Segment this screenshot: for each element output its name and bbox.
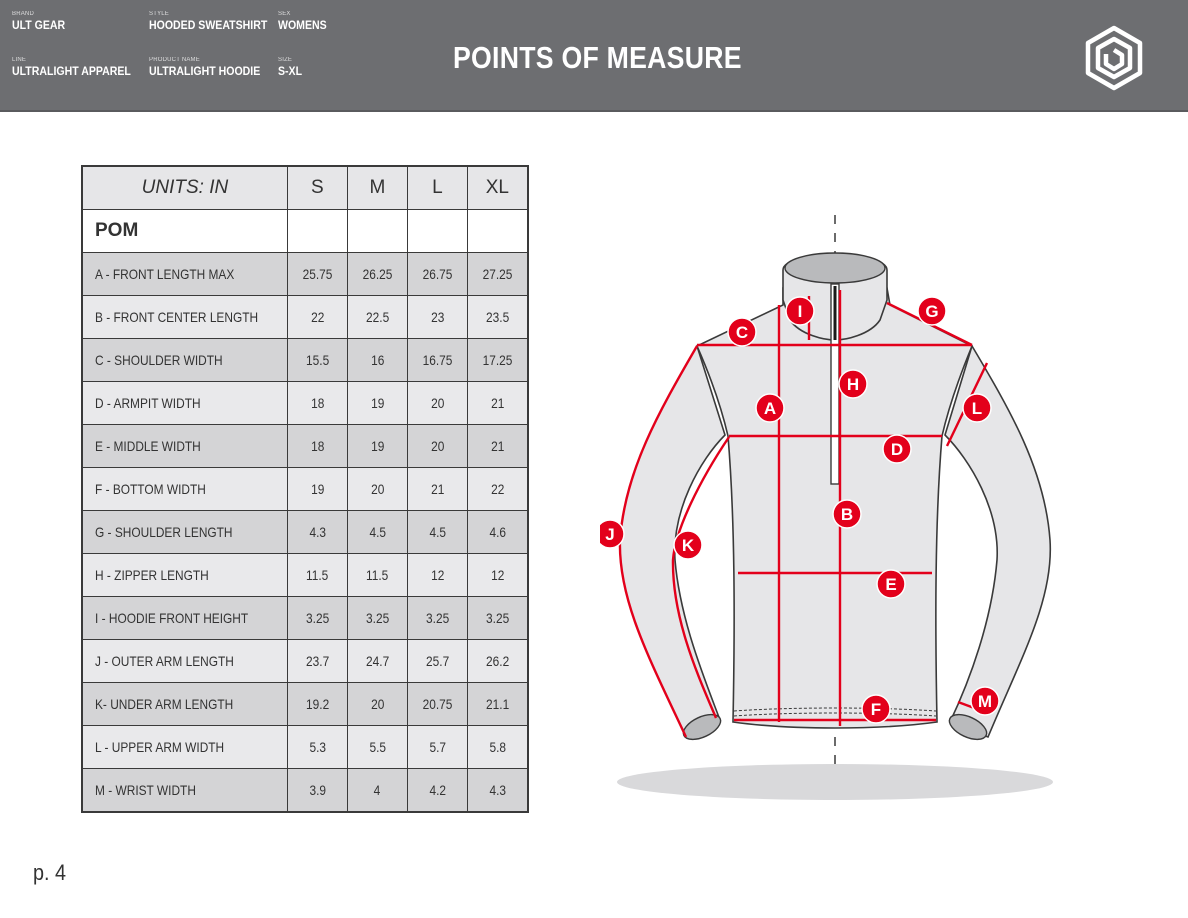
measure-value xyxy=(287,425,347,468)
measure-value xyxy=(347,554,407,597)
measure-value-text: 18 xyxy=(310,438,324,454)
marker-label-d: D xyxy=(890,440,904,459)
measure-value-text: 11.5 xyxy=(366,567,389,583)
measure-value-text: 20 xyxy=(370,696,384,712)
measure-value xyxy=(407,554,467,597)
page-number: p. 4 xyxy=(33,860,67,885)
measure-value-text: 27.25 xyxy=(482,266,513,282)
measure-value-text: 19 xyxy=(370,395,384,411)
table-row xyxy=(82,382,528,425)
measure-value-text: 25.7 xyxy=(425,653,449,669)
table-row xyxy=(82,296,528,339)
measure-name xyxy=(82,296,287,339)
measure-value xyxy=(347,253,407,296)
measure-name xyxy=(82,511,287,554)
table-row xyxy=(82,511,528,554)
style-label: STYLE xyxy=(149,11,170,17)
marker-label-e: E xyxy=(885,575,897,594)
collar-opening xyxy=(785,253,885,283)
measure-value xyxy=(407,683,467,726)
measure-value-text: 4.5 xyxy=(429,524,446,540)
ground-shadow xyxy=(617,764,1053,800)
measure-value xyxy=(407,597,467,640)
measure-value xyxy=(467,683,528,726)
measure-value xyxy=(467,425,528,468)
measure-value xyxy=(407,726,467,769)
measure-value xyxy=(467,726,528,769)
measure-value-text: 3.25 xyxy=(365,610,389,626)
measure-value-text: 3.25 xyxy=(305,610,329,626)
line-value: ULTRALIGHT APPAREL xyxy=(12,64,131,78)
measure-value xyxy=(467,511,528,554)
measure-name-text: A - FRONT LENGTH MAX xyxy=(95,266,235,282)
measure-value-text: 20 xyxy=(430,395,444,411)
measure-value xyxy=(467,468,528,511)
size-field xyxy=(278,57,305,78)
measure-value xyxy=(347,683,407,726)
measure-value-text: 24.7 xyxy=(365,653,389,669)
sex-value: WOMENS xyxy=(278,18,327,32)
marker-label-g: G xyxy=(925,302,939,321)
line-label: LINE xyxy=(12,57,27,63)
measure-value-text: 4.5 xyxy=(369,524,386,540)
product-field xyxy=(149,57,275,78)
measure-value-text: 25.75 xyxy=(302,266,333,282)
marker-label-c: C xyxy=(735,323,749,342)
marker-label-h: H xyxy=(846,375,860,394)
measure-value-text: 22 xyxy=(310,309,324,325)
measure-value-text: 23.7 xyxy=(305,653,329,669)
header-bar xyxy=(0,0,1188,112)
table-row xyxy=(82,253,528,296)
units-header: UNITS: IN xyxy=(82,166,287,210)
measure-value-text: 20 xyxy=(370,481,384,497)
table-row xyxy=(82,726,528,769)
marker-label-l: L xyxy=(971,399,983,418)
size-label: SIZE xyxy=(278,57,293,63)
measure-value-text: 12 xyxy=(490,567,504,583)
measure-value xyxy=(407,382,467,425)
measure-value-text: 16 xyxy=(370,352,384,368)
table-header-row xyxy=(82,166,528,210)
size-header-l: L xyxy=(407,166,467,210)
measure-value-text: 18 xyxy=(310,395,324,411)
measure-value xyxy=(347,726,407,769)
measure-value xyxy=(407,425,467,468)
measure-name xyxy=(82,726,287,769)
measure-value-text: 17.25 xyxy=(482,352,513,368)
measure-value-text: 4.3 xyxy=(489,782,506,798)
measure-value-text: 4 xyxy=(374,782,381,798)
measure-name-text: I - HOODIE FRONT HEIGHT xyxy=(95,610,249,626)
measure-value xyxy=(407,640,467,683)
measure-value xyxy=(347,640,407,683)
table-row xyxy=(82,339,528,382)
measure-value-text: 22 xyxy=(490,481,504,497)
table-row xyxy=(82,468,528,511)
measure-name-text: C - SHOULDER WIDTH xyxy=(95,352,223,368)
size-value: S-XL xyxy=(278,64,303,78)
measure-value xyxy=(467,296,528,339)
page-title: POINTS OF MEASURE xyxy=(453,40,742,75)
measure-value-text: 26.2 xyxy=(485,653,509,669)
measure-name xyxy=(82,554,287,597)
measure-value-text: 21 xyxy=(430,481,444,497)
measure-name-text: D - ARMPIT WIDTH xyxy=(95,395,201,411)
measure-value xyxy=(287,726,347,769)
measure-value-text: 21 xyxy=(490,395,504,411)
measure-value-text: 23 xyxy=(430,309,444,325)
measure-value xyxy=(467,640,528,683)
style-field xyxy=(149,11,283,32)
measure-value xyxy=(287,296,347,339)
measure-value-text: 19 xyxy=(310,481,324,497)
measure-value xyxy=(287,683,347,726)
hoodie-diagram xyxy=(600,200,1070,810)
measure-value xyxy=(287,253,347,296)
measure-value xyxy=(407,253,467,296)
measure-value xyxy=(467,554,528,597)
measure-value-text: 26.75 xyxy=(422,266,453,282)
measure-name-text: E - MIDDLE WIDTH xyxy=(95,438,201,454)
measure-value-text: 21.1 xyxy=(485,696,509,712)
marker-label-i: I xyxy=(797,302,803,321)
measure-value xyxy=(467,382,528,425)
sex-label: SEX xyxy=(278,11,291,17)
measure-name-text: B - FRONT CENTER LENGTH xyxy=(95,309,259,325)
measure-value-text: 11.5 xyxy=(306,567,329,583)
measure-value xyxy=(407,511,467,554)
measure-value-text: 20.75 xyxy=(422,696,453,712)
measure-value-text: 22.5 xyxy=(365,309,389,325)
measure-value-text: 5.7 xyxy=(429,739,446,755)
measure-name-text: M - WRIST WIDTH xyxy=(95,782,196,798)
table-row xyxy=(82,425,528,468)
brand-field xyxy=(12,11,72,32)
table-row xyxy=(82,640,528,683)
product-value: ULTRALIGHT HOODIE xyxy=(149,64,261,78)
measure-value-text: 12 xyxy=(430,567,444,583)
measure-value-text: 23.5 xyxy=(485,309,509,325)
measure-value-text: 4.2 xyxy=(429,782,446,798)
right-sleeve xyxy=(945,346,1050,737)
measure-value xyxy=(347,339,407,382)
line-field xyxy=(12,57,147,78)
measure-value xyxy=(467,253,528,296)
table-row xyxy=(82,683,528,726)
table-row xyxy=(82,554,528,597)
measure-value xyxy=(407,339,467,382)
measure-name xyxy=(82,425,287,468)
measure-name xyxy=(82,339,287,382)
measure-value xyxy=(347,382,407,425)
measure-value xyxy=(407,468,467,511)
measure-name-text: K- UNDER ARM LENGTH xyxy=(95,696,234,712)
measure-value-text: 21 xyxy=(490,438,504,454)
measure-name-text: L - UPPER ARM WIDTH xyxy=(95,739,225,755)
measure-value-text: 3.25 xyxy=(425,610,449,626)
hexagon-logo-icon xyxy=(1080,24,1148,92)
pom-label: POM xyxy=(82,210,287,253)
points-of-measure-table xyxy=(81,165,529,813)
measure-value xyxy=(347,511,407,554)
measure-value xyxy=(467,339,528,382)
measure-value xyxy=(407,296,467,339)
empty-cell xyxy=(347,210,407,253)
sex-field xyxy=(278,11,333,32)
measure-name xyxy=(82,597,287,640)
size-header-m: M xyxy=(347,166,407,210)
measure-value-text: 20 xyxy=(430,438,444,454)
measure-value xyxy=(287,468,347,511)
empty-cell xyxy=(407,210,467,253)
measure-value xyxy=(347,425,407,468)
measure-value-text: 4.6 xyxy=(489,524,506,540)
measure-value-text: 5.8 xyxy=(489,739,506,755)
measure-name xyxy=(82,683,287,726)
product-label: PRODUCT NAME xyxy=(149,57,200,63)
marker-label-a: A xyxy=(763,399,777,418)
measure-name xyxy=(82,468,287,511)
measure-name-text: F - BOTTOM WIDTH xyxy=(95,481,206,497)
left-sleeve xyxy=(620,346,725,737)
style-value: HOODED SWEATSHIRT xyxy=(149,18,268,32)
marker-label-k: K xyxy=(681,536,695,555)
measure-name xyxy=(82,769,287,813)
measure-name xyxy=(82,382,287,425)
measure-value xyxy=(287,511,347,554)
measure-value xyxy=(287,769,347,813)
measure-value-text: 3.9 xyxy=(309,782,326,798)
measure-value xyxy=(287,597,347,640)
measure-name xyxy=(82,253,287,296)
measure-value-text: 5.3 xyxy=(309,739,326,755)
measure-value xyxy=(347,468,407,511)
table-row xyxy=(82,597,528,640)
empty-cell xyxy=(287,210,347,253)
pom-header-row xyxy=(82,210,528,253)
marker-label-m: M xyxy=(977,692,993,711)
size-header-s: S xyxy=(287,166,347,210)
measure-name xyxy=(82,640,287,683)
measure-name-text: J - OUTER ARM LENGTH xyxy=(95,653,234,669)
measure-value-text: 15.5 xyxy=(305,352,329,368)
measure-value xyxy=(347,296,407,339)
marker-label-j: J xyxy=(605,525,615,544)
measure-value xyxy=(287,339,347,382)
measure-value-text: 26.25 xyxy=(362,266,393,282)
measure-value-text: 19.2 xyxy=(305,696,329,712)
measure-value xyxy=(467,769,528,813)
measure-value-text: 16.75 xyxy=(422,352,453,368)
measure-name-text: H - ZIPPER LENGTH xyxy=(95,567,209,583)
brand-value: ULT GEAR xyxy=(12,18,66,32)
brand-label: BRAND xyxy=(12,11,35,17)
measure-value xyxy=(287,640,347,683)
marker-label-b: B xyxy=(840,505,854,524)
measure-value xyxy=(287,554,347,597)
table-row xyxy=(82,769,528,813)
measure-value xyxy=(347,769,407,813)
marker-label-f: F xyxy=(870,700,882,719)
empty-cell xyxy=(467,210,528,253)
measure-value xyxy=(407,769,467,813)
measure-value xyxy=(347,597,407,640)
measure-value-text: 5.5 xyxy=(369,739,386,755)
measure-value-text: 4.3 xyxy=(309,524,326,540)
measure-value-text: 19 xyxy=(370,438,384,454)
measure-value xyxy=(287,382,347,425)
measure-value-text: 3.25 xyxy=(485,610,509,626)
size-header-xl: XL xyxy=(467,166,528,210)
measure-name-text: G - SHOULDER LENGTH xyxy=(95,524,233,540)
measure-value xyxy=(467,597,528,640)
